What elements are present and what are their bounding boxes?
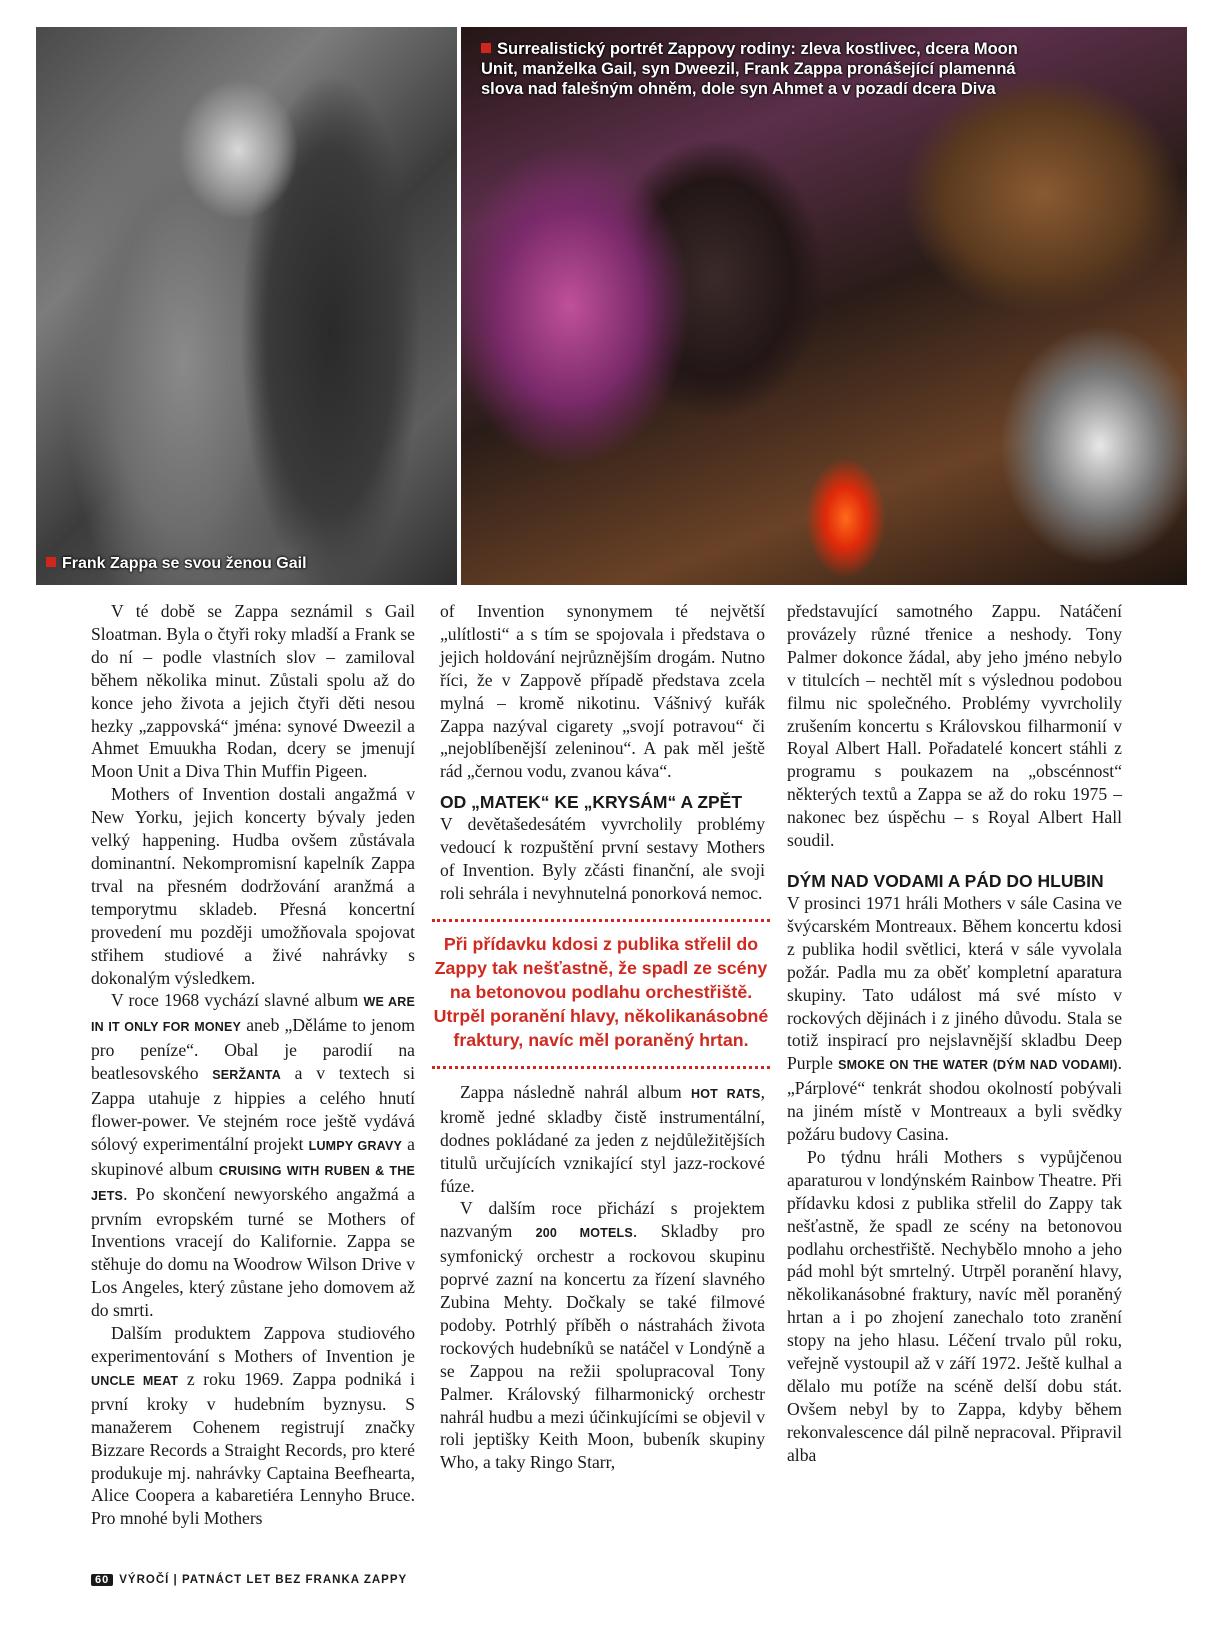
footer-title: PATNÁCT LET BEZ FRANKA ZAPPY [181, 1574, 408, 1586]
paragraph: V prosinci 1971 hráli Mothers v sále Casina ve švýcarském Montreaux. Během koncertu kdosi z publika hodil světlici, která v sále vyvolala požár. Padla mu za oběť kompletní aparatura skupiny. Tato událost má své místo v rockových dějinách i z jiného důvodu. Stala se totiž inspirací pro nejslavnější skladbu Deep Purple SMOKE ON THE WATER (DÝM NAD VODAMI). „Párplové“ tenkrát shodou okolností pobývali na jiném místě v Montreaux a byli svědky požáru budovy Casina. [787, 892, 1122, 1145]
paragraph: V devětašedesátém vyvrcholily problémy vedoucí k rozpuštění první sestavy Mothers of Invention. Byly zčásti finanční, ale svoji roli sehrála i nevyhnutelná ponorková nemoc. [440, 814, 765, 903]
paragraph: Zappa následně nahrál album HOT RATS, kromě jedné skladby čistě instrumentální, dodnes pokládané za jeden z nejdůležitějších titulů určujících vznikající styl jazz-rockové fúze. [440, 1081, 765, 1196]
section-heading: DÝM NAD VODAMI A PÁD DO HLUBIN [787, 870, 1104, 891]
song-title: SMOKE ON THE WATER (DÝM NAD VODAMI) [838, 1058, 1118, 1073]
album-title: UNCLE MEAT [91, 1373, 179, 1388]
caption-marker [46, 557, 56, 567]
paragraph: představující samotného Zappu. Natáčení provázely různé třenice a neshody. Tony Palmer dokonce žádal, aby jeho jméno nebylo v titulcích – nechtěl mít s výslednou podobou filmu nic společného. Problémy vyvrcholily zrušením koncertu s Královskou filharmonií v Royal Albert Hall. Pořadatelé koncert stáhli z programu s poukazem na „obscénnost“ některých textů a Zappa se až do roku 1975 – nakonec bez úspěchu – s Royal Albert Hall soudil. [787, 601, 1122, 851]
footer-section: VÝROČÍ [119, 1574, 170, 1586]
paragraph: Dalším produktem Zappova studiového experimentování s Mothers of Invention je UNCLE MEAT z roku 1969. Zappa podniká i první kroky v hudebním byznysu. S manažerem Cohenem registrují značky Bizzare Records a Straight Records, pro které produkuje mj. nahrávky Captaina Beefhearta, Alice Coopera a kabaretiéra Lennyho Bruce. Pro mnohé byli Mothers [91, 1323, 415, 1529]
album-title: LUMPY GRAVY [308, 1138, 403, 1153]
article-column-3 [787, 600, 1122, 1467]
article-column-2 [433, 600, 769, 1474]
paragraph: V té době se Zappa seznámil s Gail Sloatman. Byla o čtyři roky mladší a Frank se do ní – podle vlastních slov – zamiloval během několika minut. Zůstali spolu až do konce jeho života a jejich čtyři děti nesou hezky „zappovská“ jména: synové Dweezil a Ahmet Emuukha Rodan, dcery se jmenují Moon Unit a Diva Thin Muffin Pigeen. [91, 601, 415, 782]
album-title: HOT RATS [691, 1086, 761, 1101]
album-title: CRUISING WITH RUBEN & THE JETS [91, 1163, 415, 1203]
album-title: WE ARE IN IT ONLY FOR MONEY [91, 995, 415, 1035]
paragraph: of Invention synonymem té největší „ulítlosti“ a s tím se spojovala i představa o jejich holdování nejrůznějším drogám. Nutno říci, že v Zappově případě představa zcela mylná – kromě nikotinu. Vášnivý kuřák Zappa nazýval cigarety „svojí potravou“ či „nejoblíbenější zeleninou“. A pak měl ještě rád „černou vodu, zvanou káva“. [440, 601, 765, 782]
photo-zappa-family-portrait [461, 27, 1187, 585]
page-number: 60 [91, 1574, 113, 1586]
pull-quote: Při přídavku kdosi z publika střelil do Zappy tak nešťastně, že spadl ze scény na betonovou podlahu orchestřiště. Utrpěl poranění hlavy, několikanásobné fraktury, navíc měl poraněný hrtan. [432, 919, 770, 1069]
section-heading: OD „MATEK“ KE „KRYSÁM“ A ZPĚT [440, 792, 743, 813]
paragraph: Mothers of Invention dostali angažmá v New Yorku, jejich koncerty bývaly jeden velký happening. Hudba ovšem zůstávala dominantní. Nekompromisní kapelník Zappa trval na přesném dodržování aranžmá a temporytmu skladeb. Přesná koncertní provedení mu později umožňovala spojovat střihem studiové a živé nahrávky s dokonalým výsledkem. [91, 784, 415, 988]
photo-caption-left: Frank Zappa se svou ženou Gail [46, 555, 307, 573]
paragraph: V roce 1968 vychází slavné album WE ARE IN IT ONLY FOR MONEY aneb „Děláme to jenom pro peníze“. Obal je parodií na beatlesovského SERŽANTA a v textech si Zappa utahuje z hippies a celého hnutí flower-power. Ve stejném roce ještě vydává sólový experimentální projekt LUMPY GRAVY a skupinové album CRUISING WITH RUBEN & THE JETS. Po skončení newyorského angažmá a prvním evropském turné se Mothers of Inventions vracejí do Kalifornie. Zappa se stěhuje do domu na Woodrow Wilson Drive v Los Angeles, který zůstane jeho domovem až do smrti. [91, 990, 415, 1321]
photo-frank-and-gail [36, 27, 457, 585]
album-title: SERŽANTA [212, 1068, 281, 1083]
article-column-1 [91, 600, 415, 1530]
paragraph: Po týdnu hráli Mothers s vypůjčenou aparaturou v londýnském Rainbow Theatre. Při přídavku kdosi z publika střelil do Zappy tak nešťastně, že spadl ze scény na betonovou podlahu orchestřiště. Nechybělo mnoho a jeho pád mohl být smrtelný. Utrpěl poranění hlavy, několikanásobné fraktury, navíc měl poraněný hrtan a i po zhojení zanechalo toto zranění stopy na jeho hlasu. Léčení trvalo půl roku, veřejně vystoupil až v září 1972. Ještě kulhal a dělalo mu potíže na scéně delší dobu stát. Ovšem nebyl by to Zappa, kdyby během rekonvalescence dál pilně nepracoval. Připravil alba [787, 1146, 1122, 1465]
photo-caption-right: Surrealistický portrét Zappovy rodiny: zleva kostlivec, dcera Moon Unit, manželka Gail, syn Dweezil, Frank Zappa pronášející plamenná slova nad falešným ohněm, dole syn Ahmet a v pozadí dcera Diva [481, 40, 1018, 98]
footer-separator: | [173, 1574, 178, 1586]
page-footer [91, 1574, 407, 1586]
paragraph: V dalším roce přichází s projektem nazvaným 200 MOTELS. Skladby pro symfonický orchestr a rockovou skupinu poprvé zazní na koncertu za řízení slavného Zubina Mehty. Dočkaly se také filmové podoby. Potrhlý příběh o nástrahách života rockových hudebníků se natáčel v Londýně a se Zappou na režii spolupracoval Tony Palmer. Královský filharmonický orchestr nahrál hudbu a mezi účinkujícími se objevil v roli jeptišky Keith Moon, bubeník skupiny Who, a taky Ringo Starr, [440, 1198, 765, 1473]
caption-marker [481, 43, 491, 53]
album-title: 200 MOTELS [535, 1226, 633, 1241]
